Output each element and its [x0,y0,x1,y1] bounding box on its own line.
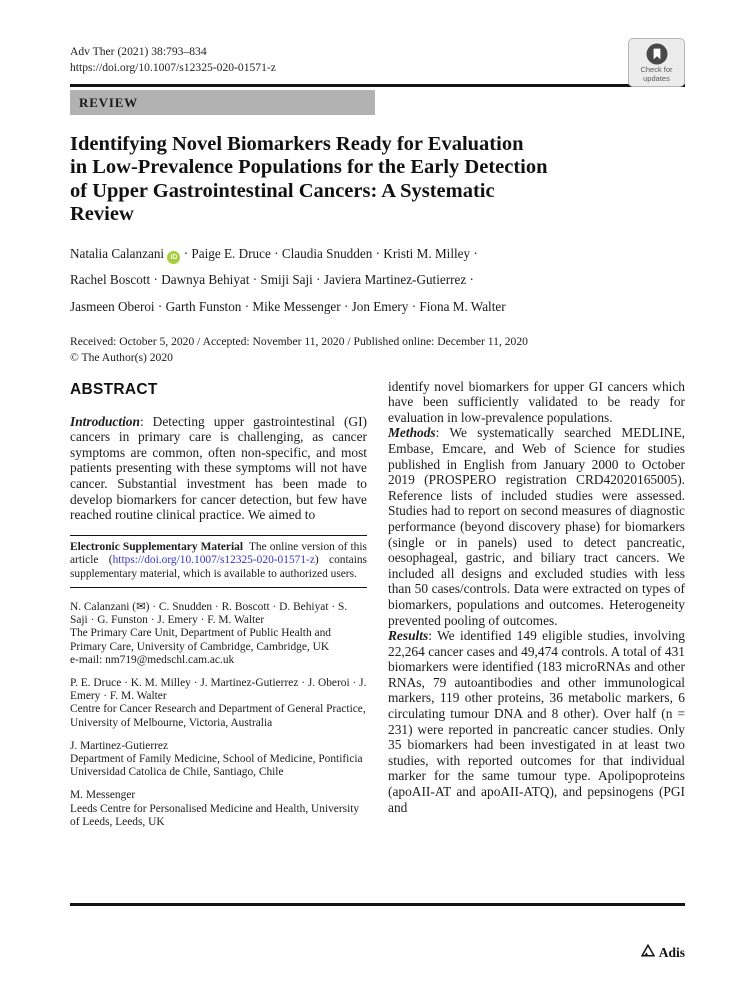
author-names: · Paige E. Druce · Claudia Snudden · Kristi M. Milley · [183,245,478,261]
abstract-introduction-continuation: identify novel biomarkers for upper GI cancers which have been sufficiently validated to be ready for evaluation in low-prevalence populations. [388,378,685,425]
affiliation-address: Leeds Centre for Personalised Medicine and Health, University of Leeds, Leeds, UK [70,802,360,828]
methods-label: Methods [388,425,436,441]
affiliation-block [70,740,367,780]
affiliation-names: M. Messenger [70,789,136,802]
doi-text: https://doi.org/10.1007/s12325-020-01571-z [70,60,276,74]
results-text: : We identified 149 eligible studies, involving 22,264 cancer cases and 49,474 controls. A total of 431 biomarkers were identified (183 microRNAs and other RNAs, 79 autoantibodies and other immunological markers, 119 other proteins, 36 metabolic markers, 6 circulating tumour DNA and 8 other). Over half (n = 231) were reported in pancreatic cancer studies. Only 35 biomarkers had been investigated in at least two studies, with reported outcomes for that individual marker for the same tumour type. Apolipoproteins (apoAII-AT and apoAII-ATQ), and pepsinogens (PGI and [388,628,685,815]
affiliation-block [70,677,367,730]
title-line-2: in Low-Prevalence Populations for the Early Detection [70,156,548,178]
esm-doi-link[interactable]: https://doi.org/10.1007/s12325-020-01571-z [112,554,315,567]
title-line-4: Review [70,203,134,225]
publication-history [70,334,685,367]
orcid-icon[interactable]: iD [167,251,180,264]
abstract-introduction-paragraph [70,414,367,523]
publisher-wordmark: Adis [658,944,685,960]
adis-triangle-icon [641,944,655,961]
author-name: Natalia Calanzani [70,245,165,261]
received-accepted-line: Received: October 5, 2020 / Accepted: November 11, 2020 / Published online: December 11, 2020 [70,334,528,348]
esm-text-after: ) contains supplementary material, which is available to authorized users. [70,554,367,580]
copyright-line: © The Author(s) 2020 [70,351,173,365]
badge-label-line2: updates [643,73,670,83]
introduction-text: : Detecting upper gastrointestinal (GI) cancers in primary care is challenging, as cancer symptoms are common, often non-specific, and most patients presenting with these symptoms will not have cancer. Substantial investment has been made to develop biomarkers for cancer detection, but few have reached routine clinical practice. We aimed to [70,413,367,523]
author-line-1 [70,241,685,268]
footer-rule [70,903,685,906]
title-line-3: of Upper Gastrointestinal Cancers: A Systematic [70,179,495,202]
esm-label: Electronic Supplementary Material [70,540,243,553]
two-column-body [70,379,685,839]
affiliation-address: Centre for Cancer Research and Department of General Practice, University of Melbourne, Victoria, Australia [70,703,366,729]
bookmark-icon [646,43,668,65]
right-column [388,379,685,839]
affiliation-address: The Primary Care Unit, Department of Public Health and Primary Care, University of Cambridge, Cambridge, UK [70,627,331,653]
affiliation-email: e-mail: nm719@medschl.cam.ac.uk [70,653,235,666]
abstract-results-paragraph [388,628,685,815]
abstract-heading: ABSTRACT [70,380,158,398]
affiliation-block [70,601,367,667]
journal-reference: Adv Ther (2021) 38:793–834 [70,45,207,58]
header-rule [70,84,685,87]
author-line-2: Rachel Boscott · Dawnya Behiyat · Smiji Saji · Javiera Martinez-Gutierrez · [70,272,474,288]
abstract-methods-paragraph [388,425,685,628]
affiliation-block [70,789,367,829]
methods-text: : We systematically searched MEDLINE, Embase, Emcare, and Web of Science for studies published in English from January 2000 to October 2019 (PROSPERO registration CRD42020165005). Reference lists of included studies were assessed. Studies had to report on second measures of diagnostic performance (beyond discovery phase) for biomarkers (single or in panels) used to detect pancreatic, oesophageal, gastric, and biliary tract cancers. We included all designs and excluded studies with less than 50 cases/controls. Data were extracted on types of biomarkers, populations and outcomes. Heterogeneity prevented pooling of outcomes. [388,425,685,628]
affiliation-names: J. Martinez-Gutierrez [70,739,169,752]
left-column [70,379,367,839]
badge-label-line1: Check for [640,65,673,74]
article-category-banner: REVIEW [70,90,375,115]
introduction-label: Introduction [70,413,140,429]
affiliation-names: P. E. Druce · K. M. Milley · J. Martinez-Gutierrez · J. Oberoi · J. Emery · F. M. Walter [70,677,367,703]
esm-note [70,535,367,588]
results-label: Results [388,628,429,644]
affiliation-names: N. Calanzani (✉) · C. Snudden · R. Boscott · D. Behiyat · S. Saji · G. Funston · J. Emery · F. M. Walter [70,600,348,627]
affiliations [70,601,367,829]
author-line-3: Jasmeen Oberoi · Garth Funston · Mike Messenger · Jon Emery · Fiona M. Walter [70,298,506,314]
title-line-1: Identifying Novel Biomarkers Ready for Evaluation [70,132,524,155]
check-for-updates-badge[interactable] [628,38,685,87]
affiliation-address: Department of Family Medicine, School of Medicine, Pontificia Universidad Catolica de Chile, Santiago, Chile [70,753,363,779]
page-header [70,0,685,83]
article-title [70,133,685,227]
publisher-logo [641,944,685,961]
author-list [70,241,685,321]
esm-text-before: The online version of this article ( [70,540,367,567]
